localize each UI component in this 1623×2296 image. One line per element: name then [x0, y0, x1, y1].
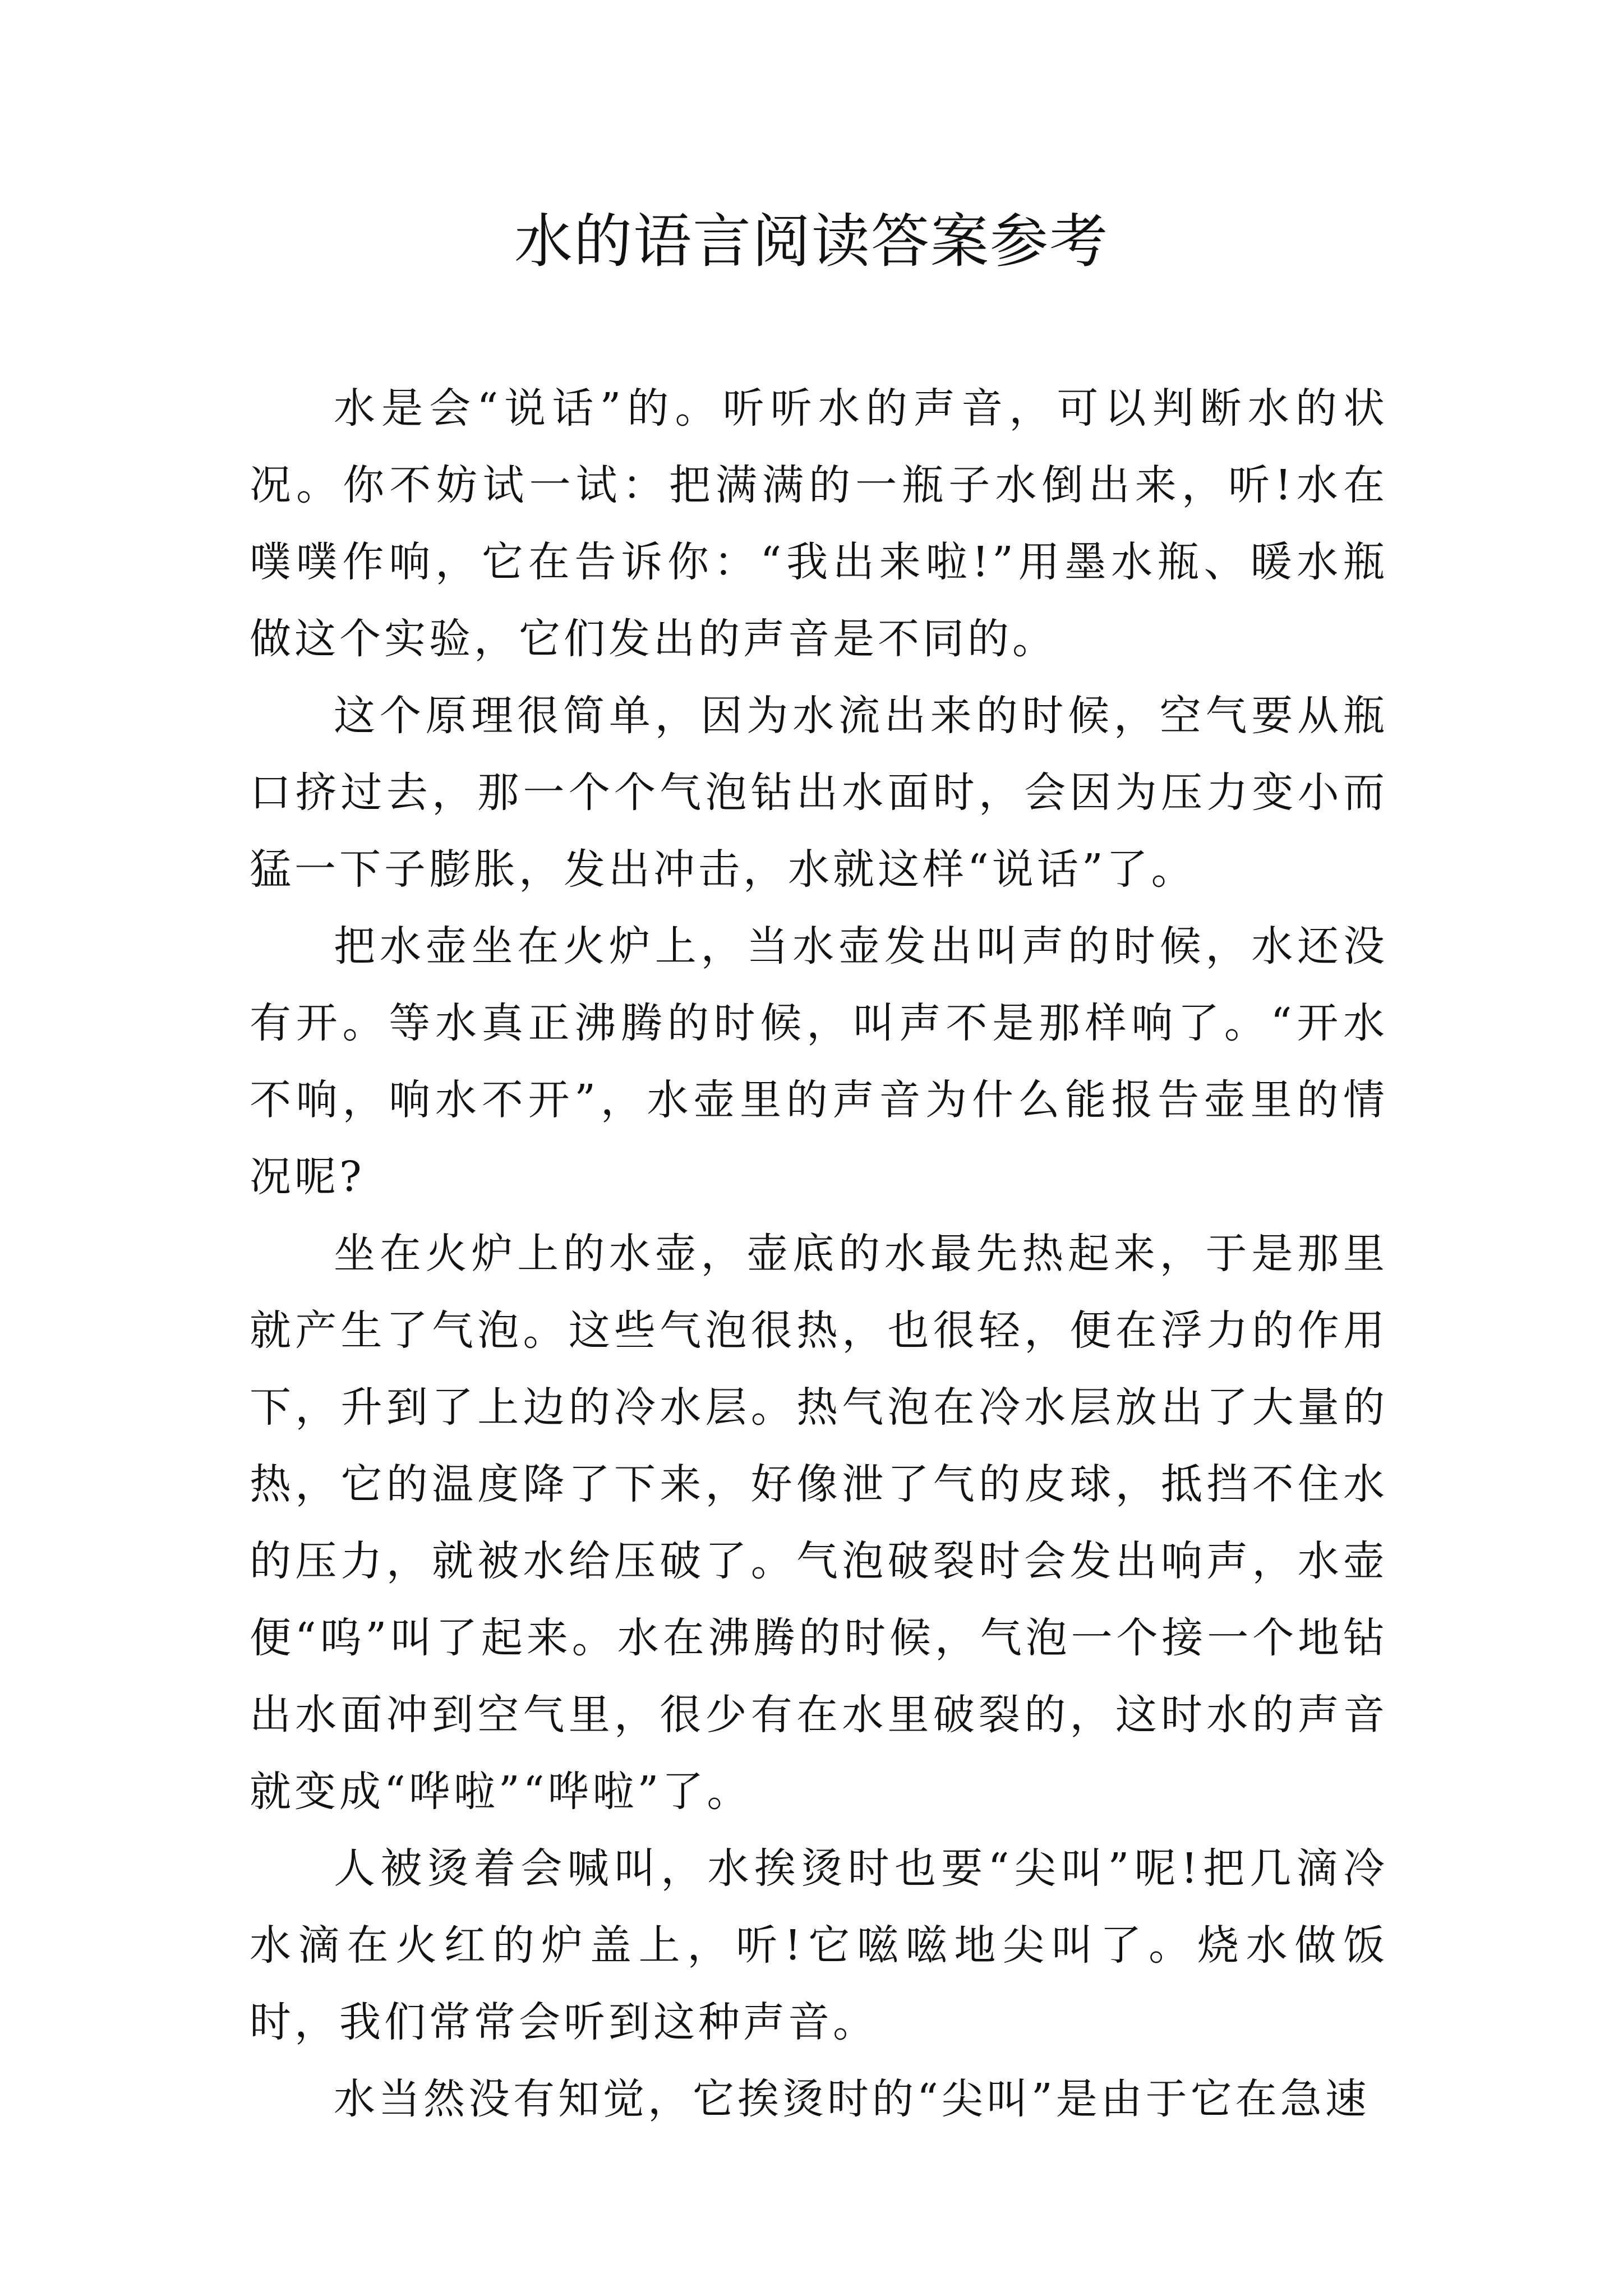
document-body	[250, 370, 1388, 2138]
paragraph-4: 坐在火炉上的水壶，壶底的水最先热起来，于是那里就产生了气泡。这些气泡很热，也很轻，便在浮力的作用下，升到了上边的冷水层。热气泡在冷水层放出了大量的热，它的温度降了下来，好像泄了气的皮球，抵挡不住水的压力，就被水给压破了。气泡破裂时会发出响声，水壶便“呜”叫了起来。水在沸腾的时候，气泡一个接一个地钻出水面冲到空气里，很少有在水里破裂的，这时水的声音就变成“哗啦”“哗啦”了。	[250, 1230, 1388, 1816]
document-title: 水的语言阅读答案参考	[514, 207, 1109, 275]
paragraph-6: 水当然没有知觉，它挨烫时的“尖叫”是由于它在急速	[334, 2075, 1370, 2123]
paragraph-3: 把水壶坐在火炉上，当水壶发出叫声的时候，水还没有开。等水真正沸腾的时候，叫声不是那样响了。“开水不响，响水不开”，水壶里的声音为什么能报告壶里的情况呢?	[250, 922, 1388, 1201]
paragraph-2: 这个原理很简单，因为水流出来的时候，空气要从瓶口挤过去，那一个个气泡钻出水面时，会因为压力变小而猛一下子膨胀，发出冲击，水就这样“说话”了。	[250, 692, 1388, 894]
paragraph-5: 人被烫着会喊叫，水挨烫时也要“尖叫”呢!把几滴冷水滴在火红的炉盖上，听!它嗞嗞地尖叫了。烧水做饭时，我们常常会听到这种声音。	[250, 1844, 1388, 2046]
paragraph-1: 水是会“说话”的。听听水的声音，可以判断水的状况。你不妨试一试：把满满的一瓶子水倒出来，听!水在噗噗作响，它在告诉你：“我出来啦!”用墨水瓶、暖水瓶做这个实验，它们发出的声音是不同的。	[250, 384, 1388, 663]
